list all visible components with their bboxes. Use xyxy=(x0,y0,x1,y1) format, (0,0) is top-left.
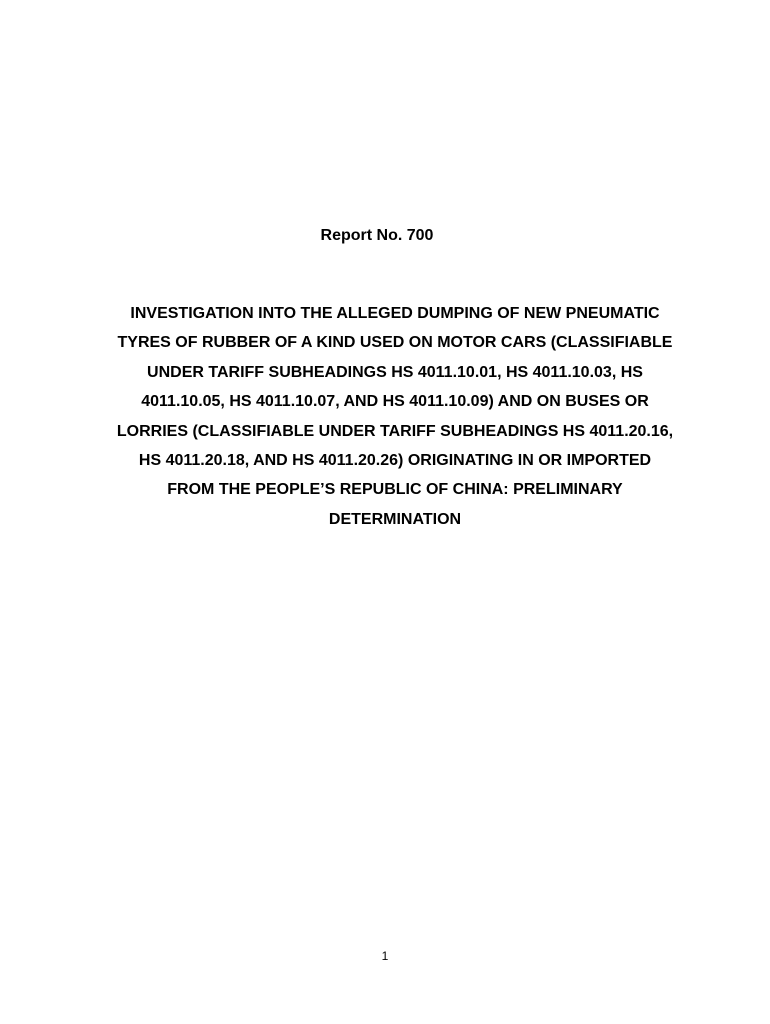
title-line: LORRIES (CLASSIFIABLE UNDER TARIFF SUBHEADINGS HS 4011.20.16, xyxy=(116,422,674,440)
report-number: Report No. 700 xyxy=(320,227,434,244)
title-line: 4011.10.05, HS 4011.10.07, AND HS 4011.10.09) AND ON BUSES OR xyxy=(141,393,649,411)
title-line: INVESTIGATION INTO THE ALLEGED DUMPING OF NEW PNEUMATIC xyxy=(130,305,660,322)
title-line: UNDER TARIFF SUBHEADINGS HS 4011.10.01, HS 4011.10.03, HS xyxy=(147,363,643,381)
title-line: FROM THE PEOPLE’S REPUBLIC OF CHINA: PRELIMINARY xyxy=(167,481,623,499)
title-line: TYRES OF RUBBER OF A KIND USED ON MOTOR CARS (CLASSIFIABLE xyxy=(117,334,673,352)
page-number: 1 xyxy=(381,949,389,963)
report-title xyxy=(70,299,720,534)
title-line: HS 4011.20.18, AND HS 4011.20.26) ORIGINATING IN OR IMPORTED xyxy=(138,452,652,470)
title-line: DETERMINATION xyxy=(328,510,462,528)
